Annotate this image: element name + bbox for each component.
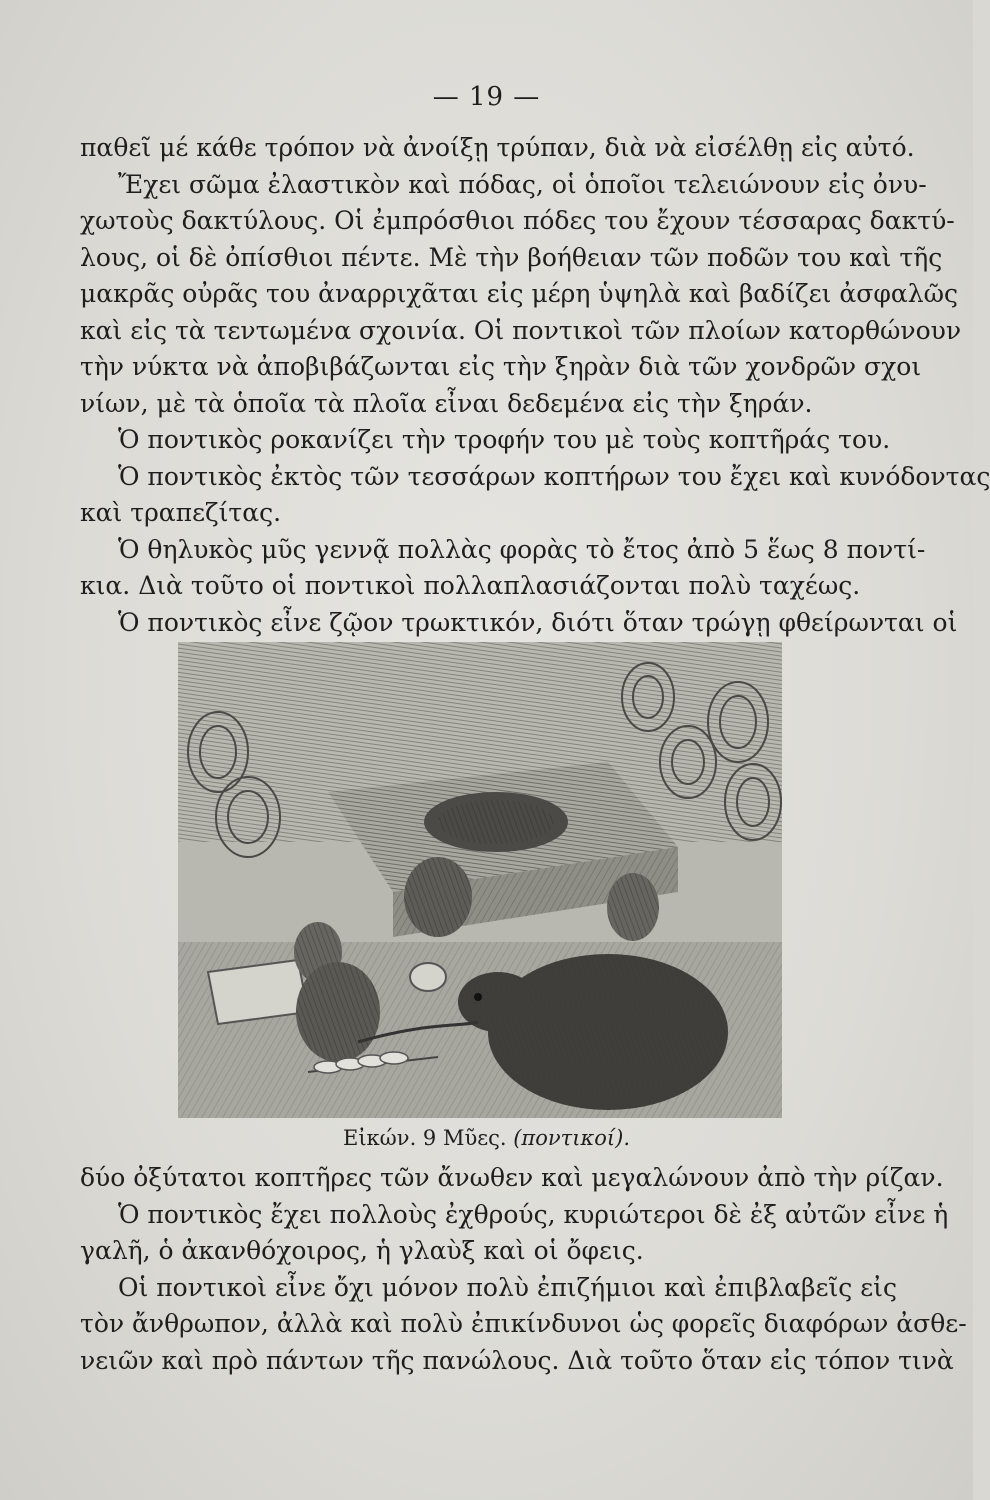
text-line: δύο ὀξύτατοι κοπτῆρες τῶν ἄνωθεν καὶ μεγαλώνουν ἀπὸ τὴν ρίζαν. xyxy=(80,1163,944,1192)
text-line: καὶ τραπεζίτας. xyxy=(80,498,282,527)
mice-engraving xyxy=(178,642,782,1118)
text-line: νίων, μὲ τὰ ὁποῖα τὰ πλοῖα εἶναι δεδεμένα εἰς τὴν ξηράν. xyxy=(80,388,813,418)
text-line: παθεῖ μέ κάθε τρόπον νὰ ἀνοίξῃ τρύπαν, διὰ νὰ εἰσέλθῃ εἰς αὐτό. xyxy=(80,133,915,162)
body-text-bottom xyxy=(80,1160,967,1379)
text-line: κια. Διὰ τοῦτο οἱ ποντικοὶ πολλαπλασιάζονται πολὺ ταχέως. xyxy=(80,571,861,600)
text-line: νειῶν καὶ πρὸ πάντων τῆς πανώλους. Διὰ τοῦτο ὅταν εἰς τόπον τινὰ xyxy=(80,1345,954,1375)
text-line: Ὁ ποντικὸς ἔχει πολλοὺς ἐχθρούς, κυριώτεροι δὲ ἐξ αὐτῶν εἶνε ἡ xyxy=(118,1199,949,1229)
text-line: Ὁ ποντικὸς εἶνε ζῷον τρωκτικόν, διότι ὅταν τρώγῃ φθείρωνται οἱ xyxy=(118,607,958,637)
text-line: τὸν ἄνθρωπον, ἀλλὰ καὶ πολὺ ἐπικίνδυνοι ὡς φορεῖς διαφόρων ἀσθε- xyxy=(80,1309,967,1338)
text-line: γαλῆ, ὁ ἀκανθόχοιρος, ἡ γλαὺξ καὶ οἱ ὄφεις. xyxy=(80,1236,644,1265)
text-line: λους, οἱ δὲ ὀπίσθιοι πέντε. Μὲ τὴν βοήθειαν τῶν ποδῶν του καὶ τῆς xyxy=(80,242,943,272)
text-line: μακρᾶς οὐρᾶς του ἀναρριχᾶται εἰς μέρη ὑψηλὰ καὶ βαδίζει ἀσφαλῶς xyxy=(80,279,958,308)
text-line: τὴν νύκτα νὰ ἀποβιβάζωνται εἰς τὴν ξηρὰν διὰ τῶν χονδρῶν σχοι xyxy=(80,352,922,381)
caption-prefix: Εἰκών. 9 Μῦες. xyxy=(342,1126,507,1150)
text-line: Ὁ ποντικὸς ἐκτὸς τῶν τεσσάρων κοπτήρων του ἔχει καὶ κυνόδοντας xyxy=(118,461,990,491)
text-line: Ὁ θηλυκὸς μῦς γεννᾷ πολλὰς φορὰς τὸ ἔτος ἀπὸ 5 ἕως 8 ποντί- xyxy=(118,534,926,564)
caption-italic: (ποντικοί). xyxy=(513,1126,631,1150)
text-line: Ὁ ποντικὸς ροκανίζει τὴν τροφήν του μὲ τοὺς κοπτῆράς του. xyxy=(118,425,891,454)
text-line: Ἔχει σῶμα ἐλαστικὸν καὶ πόδας, οἱ ὁποῖοι τελειώνουν εἰς ὀνυ- xyxy=(118,169,927,199)
body-text-top xyxy=(80,130,990,641)
figure-caption xyxy=(0,1126,973,1150)
page-number: — 19 — xyxy=(432,82,541,112)
mice-illustration xyxy=(178,642,782,1118)
text-line: Οἱ ποντικοὶ εἶνε ὄχι μόνον πολὺ ἐπιζήμιοι καὶ ἐπιβλαβεῖς εἰς xyxy=(118,1272,897,1302)
text-line: χωτοὺς δακτύλους. Οἱ ἐμπρόσθιοι πόδες του ἔχουν τέσσαρας δακτύ- xyxy=(80,206,955,235)
text-line: καὶ εἰς τὰ τεντωμένα σχοινία. Οἱ ποντικοὶ τῶν πλοίων κατορθώνουν xyxy=(80,315,962,345)
